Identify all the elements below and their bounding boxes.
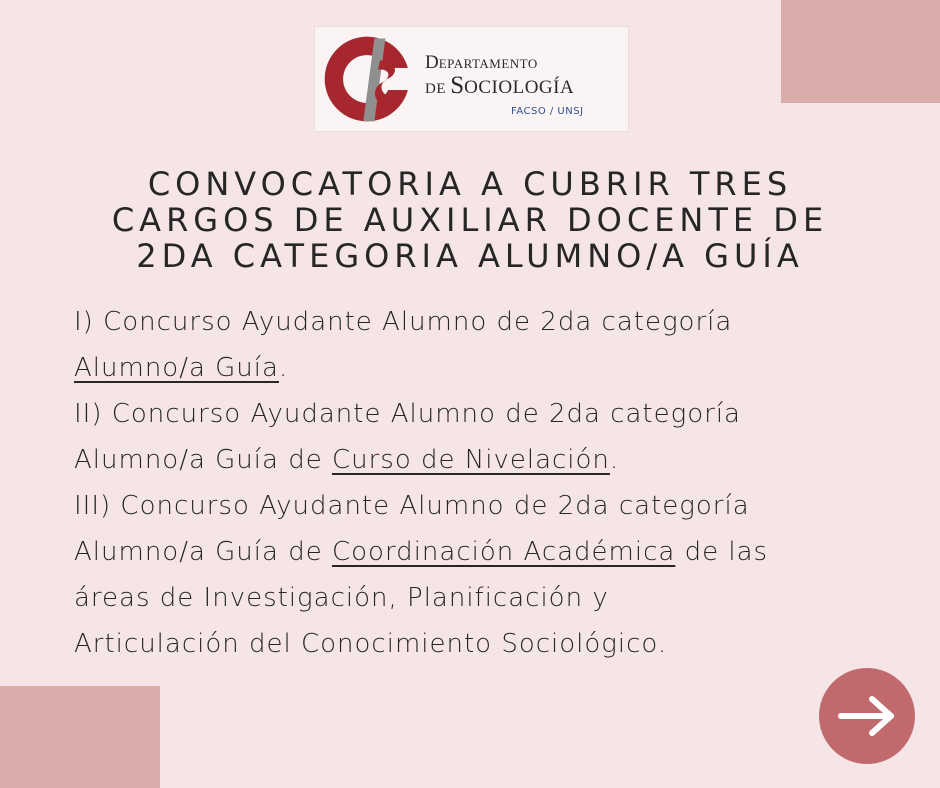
departamento-sociologia-logo-icon — [321, 33, 413, 125]
logo-subtitle: FACSO / UNSJ — [511, 106, 584, 117]
contest-list — [74, 299, 924, 667]
list-item: II) Concurso Ayudante Alumno de 2da categoría Alumno/a Guía de Curso de Nivelación. — [74, 399, 741, 475]
logo-line-sociologia: DE SOCIOLOGÍA — [425, 72, 575, 99]
logo-line-departamento: DEPARTAMENTO — [425, 52, 538, 73]
corner-decoration-bottom-left — [0, 686, 160, 788]
link-coordinacion-academica[interactable]: Coordinación Académica — [331, 537, 676, 567]
list-item: I) Concurso Ayudante Alumno de 2da categoría Alumno/a Guía. — [74, 307, 733, 383]
link-curso-nivelacion[interactable]: Curso de Nivelación — [331, 445, 610, 475]
corner-decoration-top-right — [781, 0, 940, 103]
page-title — [20, 166, 920, 274]
list-item: III) Concurso Ayudante Alumno de 2da categoría Alumno/a Guía de Coordinación Académica de las áreas de Investigación, Planificación y Articulación del Conocimiento Sociológico. — [74, 491, 769, 659]
arrow-right-icon — [836, 694, 898, 738]
title-line: CONVOCATORIA A CUBRIR TRES — [147, 165, 793, 203]
title-line: 2DA CATEGORIA ALUMNO/A GUÍA — [136, 237, 804, 275]
department-logo — [314, 26, 629, 132]
next-button[interactable] — [819, 668, 915, 764]
title-line: CARGOS DE AUXILIAR DOCENTE DE — [111, 201, 829, 239]
link-alumno-guia[interactable]: Alumno/a Guía — [74, 353, 279, 383]
